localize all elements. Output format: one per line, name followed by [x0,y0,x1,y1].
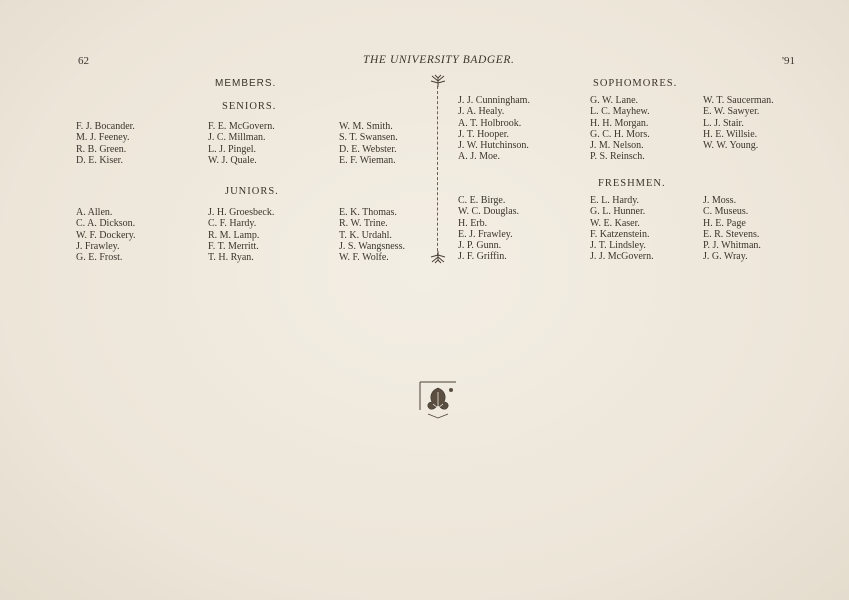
freshmen-column-3 [703,195,761,263]
sophomores-heading: SOPHOMORES. [593,78,678,89]
list-item: E. R. Stevens. [703,228,760,240]
list-item: J. Frawley. [76,240,120,252]
list-item: J. J. McGovern. [590,251,654,263]
badger-emblem-icon [418,380,458,420]
list-item: E. L. Hardy. [590,195,640,206]
page-year: '91 [782,55,795,67]
list-item: J. T. Lindsley. [590,240,646,252]
list-item: H. H. Morgan. [590,117,649,129]
list-item: J. W. Hutchinson. [458,140,529,152]
list-item: E. F. Wieman. [339,154,396,166]
list-item: A. T. Holbrook. [458,117,522,129]
list-item: L. J. Stair. [703,117,744,129]
seniors-column-3 [339,121,398,166]
list-item: A. J. Moe. [458,151,500,163]
list-item: F. J. Bocander. [76,121,135,132]
list-item: G. E. Frost. [76,252,123,264]
list-item: R. B. Green. [76,143,127,155]
flourish-ornament-icon [429,250,447,268]
list-item: J. T. Hooper. [458,128,510,140]
juniors-column-3 [339,207,405,263]
section-divider [437,86,440,256]
list-item: J. M. Nelson. [590,140,644,152]
list-item: D. E. Kiser. [76,154,123,166]
list-item: G. W. Lane. [590,95,639,106]
seniors-column-2 [208,121,275,166]
list-item: E. W. Sawyer. [703,106,760,118]
seniors-column-1 [76,121,135,166]
freshmen-heading: FRESHMEN. [598,178,666,189]
sophomores-column-1 [458,95,530,163]
juniors-column-2 [208,207,274,263]
list-item: J. A. Healy. [458,106,505,118]
list-item: J. P. Gunn. [458,240,502,252]
list-item: W. E. Kaser. [590,217,640,229]
list-item: J. H. Groesbeck. [208,207,275,218]
list-item: W. C. Douglas. [458,206,520,218]
sophomores-column-3 [703,95,774,151]
list-item: W. M. Smith. [339,121,393,132]
list-item: C. Museus. [703,206,749,218]
list-item: E. J. Frawley. [458,228,513,240]
list-item: F. Katzenstein. [590,228,650,240]
list-item: C. E. Birge. [458,195,506,206]
sophomores-column-2 [590,95,650,163]
list-item: A. Allen. [76,207,113,218]
list-item: R. W. Trine. [339,218,388,230]
list-item: P. S. Reinsch. [590,151,645,163]
list-item: T. H. Ryan. [208,252,254,264]
members-heading: MEMBERS. [215,78,277,89]
list-item: G. L. Hunner. [590,206,646,218]
list-item: H. E. Page [703,217,746,229]
list-item: W. J. Quale. [208,154,257,166]
list-item: G. C. H. Mors. [590,128,650,140]
list-item: J. S. Wangsness. [339,240,405,252]
list-item: W. T. Saucerman. [703,95,774,106]
list-item: F. T. Merritt. [208,240,259,252]
list-item: J. Moss. [703,195,737,206]
juniors-heading: JUNIORS. [225,186,279,197]
freshmen-column-2 [590,195,654,263]
list-item: W. W. Young. [703,140,759,152]
juniors-column-1 [76,207,136,263]
list-item: D. E. Webster. [339,143,397,155]
list-item: S. T. Swansen. [339,132,398,144]
list-item: C. A. Dickson. [76,218,136,230]
list-item: J. G. Wray. [703,251,748,263]
list-item: H. Erb. [458,217,488,229]
list-item: J. J. Cunningham. [458,95,530,106]
list-item: T. K. Urdahl. [339,229,392,241]
list-item: L. J. Pingel. [208,143,257,155]
list-item: W. F. Wolfe. [339,252,389,264]
list-item: C. F. Hardy. [208,218,257,230]
freshmen-column-1 [458,195,519,263]
list-item: H. E. Willsie. [703,128,758,140]
list-item: R. M. Lamp. [208,229,260,241]
seniors-heading: SENIORS. [222,101,277,112]
list-item: P. J. Whitman. [703,240,761,252]
list-item: W. F. Dockery. [76,229,136,241]
page-number: 62 [78,55,89,67]
list-item: J. F. Griffin. [458,251,507,263]
list-item: E. K. Thomas. [339,207,397,218]
list-item: J. C. Millman. [208,132,266,144]
list-item: M. J. Feeney. [76,132,130,144]
page-title: THE UNIVERSITY BADGER. [363,54,515,66]
list-item: F. E. McGovern. [208,121,275,132]
list-item: L. C. Mayhew. [590,106,650,118]
